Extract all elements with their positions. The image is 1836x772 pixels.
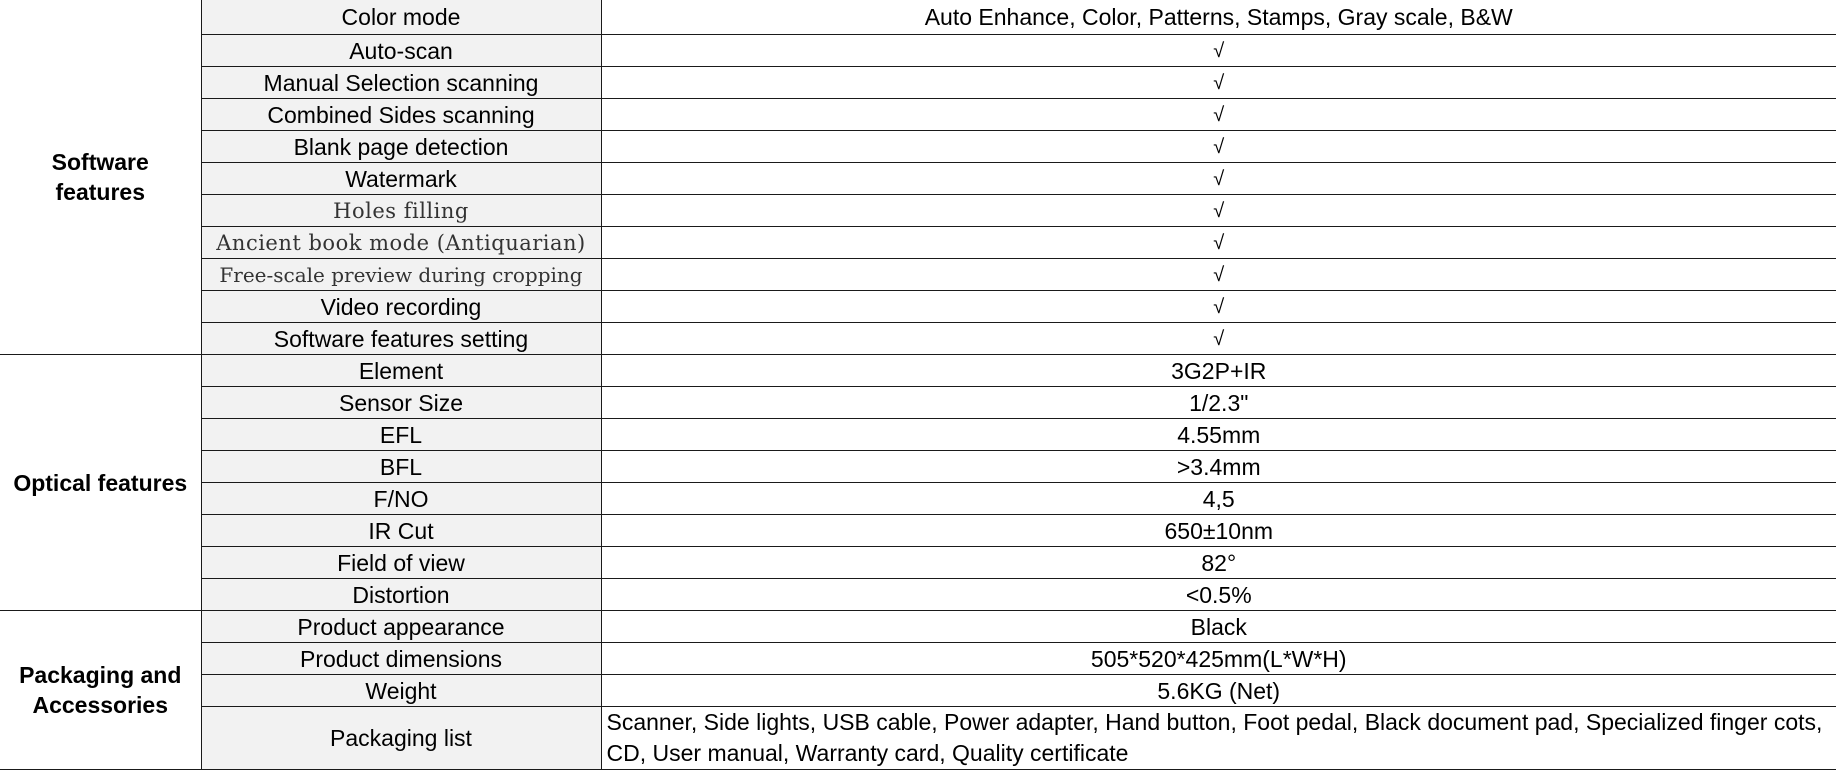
check-mark: √ — [601, 35, 1836, 67]
feature-value: 5.6KG (Net) — [601, 675, 1836, 707]
feature-value: 4.55mm — [601, 419, 1836, 451]
table-row — [0, 0, 1836, 35]
feature-value: >3.4mm — [601, 451, 1836, 483]
feature-value: 3G2P+IR — [601, 355, 1836, 387]
feature-label: Video recording — [201, 291, 601, 323]
table-row — [0, 515, 1836, 547]
check-mark: √ — [601, 227, 1836, 259]
table-row — [0, 483, 1836, 515]
feature-value: 4,5 — [601, 483, 1836, 515]
feature-value: 505*520*425mm(L*W*H) — [601, 643, 1836, 675]
feature-value: 650±10nm — [601, 515, 1836, 547]
table-row — [0, 451, 1836, 483]
table-row — [0, 419, 1836, 451]
feature-label: Product dimensions — [201, 643, 601, 675]
feature-label: Ancient book mode (Antiquarian) — [201, 227, 601, 259]
feature-label: Element — [201, 355, 601, 387]
feature-label: Color mode — [201, 0, 601, 35]
feature-label: Free-scale preview during cropping — [201, 259, 601, 291]
feature-label: BFL — [201, 451, 601, 483]
feature-label: Product appearance — [201, 611, 601, 643]
check-mark: √ — [601, 323, 1836, 355]
feature-label: Holes filling — [201, 195, 601, 227]
feature-label: Field of view — [201, 547, 601, 579]
feature-label: Sensor Size — [201, 387, 601, 419]
table-row — [0, 195, 1836, 227]
section-title-line-2: features — [55, 179, 145, 205]
feature-value: 82° — [601, 547, 1836, 579]
feature-value: <0.5% — [601, 579, 1836, 611]
section-title-software — [0, 0, 201, 355]
table-row — [0, 35, 1836, 67]
feature-label: Software features setting — [201, 323, 601, 355]
feature-label: Distortion — [201, 579, 601, 611]
feature-label: Manual Selection scanning — [201, 67, 601, 99]
table-row — [0, 579, 1836, 611]
feature-label: F/NO — [201, 483, 601, 515]
table-row — [0, 675, 1836, 707]
check-mark: √ — [601, 131, 1836, 163]
feature-label: Blank page detection — [201, 131, 601, 163]
section-title-line-2: Accessories — [32, 692, 169, 718]
feature-value: 1/2.3" — [601, 387, 1836, 419]
feature-label: Combined Sides scanning — [201, 99, 601, 131]
section-title-line-1: Packaging and — [19, 662, 182, 688]
feature-label: Watermark — [201, 163, 601, 195]
feature-value: Black — [601, 611, 1836, 643]
feature-label: Packaging list — [201, 707, 601, 770]
feature-value: Scanner, Side lights, USB cable, Power adapter, Hand button, Foot pedal, Black document pad, Specialized finger cots, CD, User manual, Warranty card, Quality certificate — [601, 707, 1836, 770]
table-row — [0, 259, 1836, 291]
feature-label: Weight — [201, 675, 601, 707]
table-row — [0, 547, 1836, 579]
check-mark: √ — [601, 291, 1836, 323]
table-row — [0, 387, 1836, 419]
check-mark: √ — [601, 99, 1836, 131]
table-row — [0, 707, 1836, 770]
table-row — [0, 611, 1836, 643]
table-row — [0, 355, 1836, 387]
table-row — [0, 163, 1836, 195]
check-mark: √ — [601, 67, 1836, 99]
feature-label: EFL — [201, 419, 601, 451]
section-title-packaging — [0, 611, 201, 770]
table-row — [0, 291, 1836, 323]
table-row — [0, 643, 1836, 675]
table-row — [0, 131, 1836, 163]
feature-value: Auto Enhance, Color, Patterns, Stamps, Gray scale, B&W — [601, 0, 1836, 35]
table-row — [0, 227, 1836, 259]
section-title-optical: Optical features — [0, 355, 201, 611]
check-mark: √ — [601, 259, 1836, 291]
feature-label: IR Cut — [201, 515, 601, 547]
table-row — [0, 99, 1836, 131]
check-mark: √ — [601, 195, 1836, 227]
check-mark: √ — [601, 163, 1836, 195]
feature-label: Auto-scan — [201, 35, 601, 67]
table-row — [0, 67, 1836, 99]
section-title-line-1: Software — [51, 149, 149, 175]
table-row — [0, 323, 1836, 355]
